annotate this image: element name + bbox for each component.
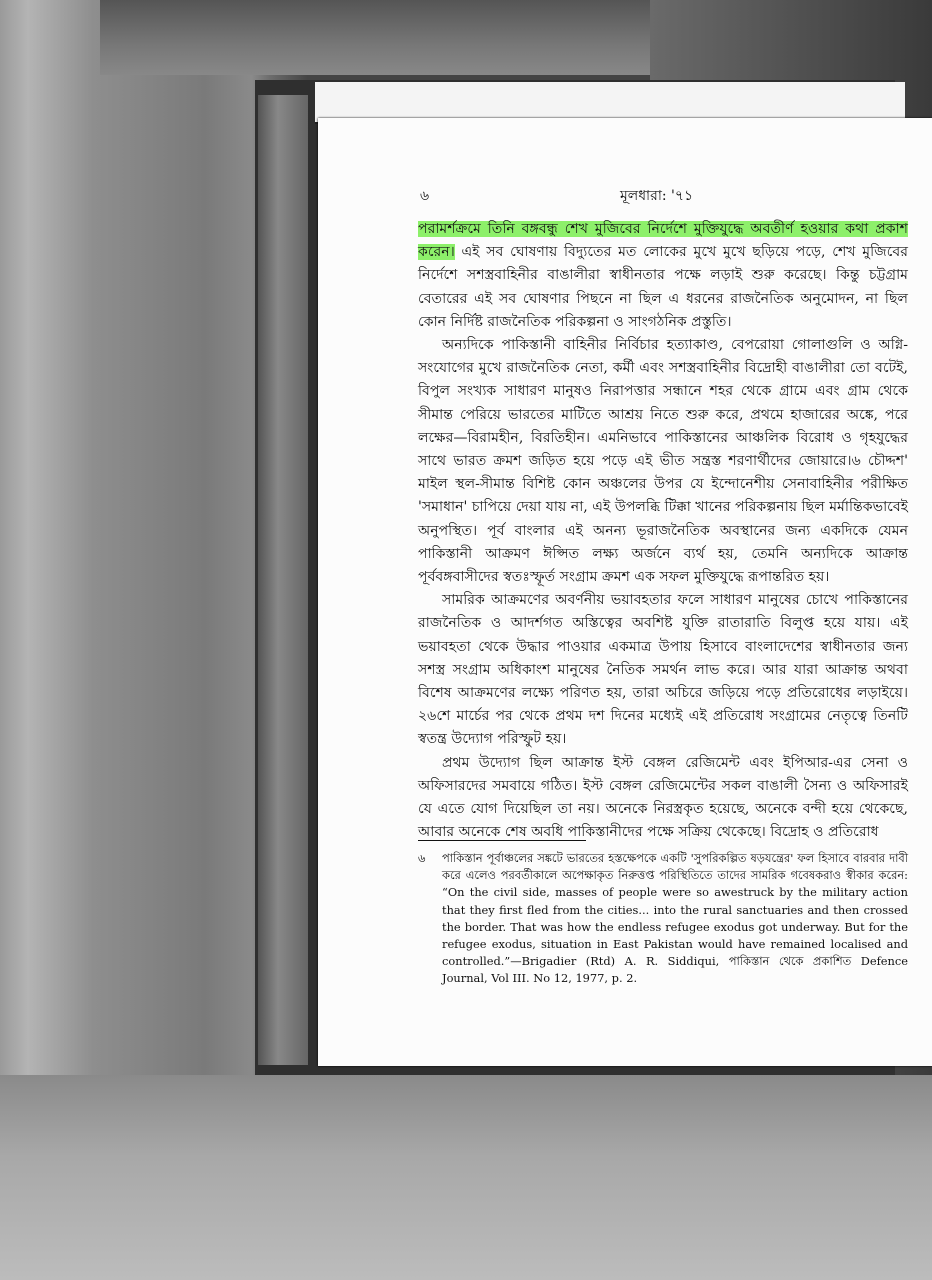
book-spine-edge	[258, 95, 308, 1065]
running-title: মূলধারা: '৭১	[620, 188, 694, 204]
paragraph-3: সামরিক আক্রমণের অবর্ণনীয় ভয়াবহতার ফলে সাধারণ মানুষের চোখে পাকিস্তানের রাজনৈতিক ও আদর্শগত অস্তিত্বের অবশিষ্ট যুক্তি রাতারাতি বিলুপ্ত হয়ে যায়। এই ভয়াবহতা থেকে উদ্ধার পাওয়ার একমাত্র উপায় হিসাবে বাংলাদেশের স্বাধীনতার জন্য সশস্ত্র সংগ্রাম অধিকাংশ মানুষের নৈতিক সমর্থন লাভ করে। আর যারা আক্রান্ত অথবা বিশেষ আক্রমণের লক্ষ্যে পরিণত হয়, তারা অচিরে জড়িয়ে পড়ে প্রতিরোধের লড়াইয়ে। ২৬শে মার্চের পর থেকে প্রথম দশ দিনের মধ্যেই এই প্রতিরোধ সংগ্রামের নেতৃত্বে তিনটি স্বতন্ত্র উদ্যোগ পরিস্ফুট হয়।	[418, 592, 908, 748]
paragraph-1	[418, 218, 908, 334]
footnote-rule	[418, 840, 586, 841]
highlighted-text: পরামর্শক্রমে তিনি বঙ্গবন্ধু শেখ মুজিবের নির্দেশে মুক্তিযুদ্ধে অবতীর্ণ হওয়ার কথা প্রকাশ করেন।	[418, 221, 908, 261]
paragraph-2: অন্যদিকে পাকিস্তানী বাহিনীর নির্বিচার হত্যাকাণ্ড, বেপরোয়া গোলাগুলি ও অগ্নি-সংযোগের মুখে রাজনৈতিক নেতা, কর্মী এবং সশস্ত্রবাহিনীর বিদ্রোহী বাঙালীরা তো বটেই, বিপুল সংখ্যক সাধারণ মানুষও নিরাপত্তার সন্ধানে শহর থেকে গ্রামে এবং গ্রাম থেকে সীমান্ত পেরিয়ে ভারতের মাটিতে আশ্রয় নিতে শুরু করে, প্রথমে হাজারের অঙ্কে, পরে লক্ষের—বিরামহীন, বিরতিহীন। এমনিভাবে পাকিস্তানের আঞ্চলিক বিরোধ ও গৃহযুদ্ধের সাথে ভারত ক্রমশ জড়িত হয়ে পড়ে এই ভীত সন্ত্রস্ত শরণার্থীদের জোয়ারে।৬ চৌদ্দশ' মাইল স্থল-সীমান্ত বিশিষ্ট কোন অঞ্চলের উপর যে ইন্দোনেশীয় সেনাবাহিনীর পরীক্ষিত 'সমাধান' চাপিয়ে দেয়া যায় না, এই উপলব্ধি টিক্কা খানের পরিকল্পনায় ছিল মর্মান্তিকভাবেই অনুপস্থিত। পূর্ব বাংলার এই অনন্য ভূরাজনৈতিক অবস্থানের জন্য একদিকে যেমন পাকিস্তানী আক্রমণ ঈপ্সিত লক্ষ্য অর্জনে ব্যর্থ হয়, তেমনি অন্যদিকে আক্রান্ত পূর্ববঙ্গবাসীদের স্বতঃস্ফূর্ত সংগ্রাম ক্রমশ এক সফল মুক্তিযুদ্ধে রূপান্তরিত হয়।	[418, 337, 908, 586]
book-page	[318, 118, 932, 1066]
scan-bottom-band	[0, 1075, 932, 1280]
footnote-number: ৬	[418, 851, 426, 865]
page-header	[318, 184, 932, 204]
paragraph-4: প্রথম উদ্যোগ ছিল আক্রান্ত ইস্ট বেঙ্গল রেজিমেন্ট এবং ইপিআর-এর সেনা ও অফিসারদের সমবায়ে গঠিত। ইস্ট বেঙ্গল রেজিমেন্টের সকল বাঙালী সৈন্য ও অফিসারই যে এতে যোগ দিয়েছিল তা নয়। অনেকে নিরস্ত্রকৃত হয়েছে, অনেকে বন্দী হয়ে থেকেছে, আবার অনেকে শেষ অবধি পাকিস্তানীদের পক্ষে সক্রিয় থেকেছে। বিদ্রোহ ও প্রতিরোধ	[418, 754, 908, 841]
page-number: ৬	[420, 188, 430, 204]
paragraph-1-rest: এই সব ঘোষণায় বিদ্যুতের মত লোকের মুখে মুখে ছড়িয়ে পড়ে, শেখ মুজিবের নির্দেশে সশস্ত্রবাহিনীর বাঙালীরা স্বাধীনতার পক্ষে লড়াই শুরু করেছে। কিন্তু চট্টগ্রাম বেতারের এই সব ঘোষণার পিছনে না ছিল এ ধরনের রাজনৈতিক অনুমোদন, না ছিল কোন নির্দিষ্ট রাজনৈতিক পরিকল্পনা ও সাংগঠনিক প্রস্তুতি।	[418, 244, 908, 330]
body-text	[418, 218, 908, 844]
footnote	[418, 850, 908, 988]
footnote-text: পাকিস্তান পূর্বাঞ্চলের সঙ্কটে ভারতের হস্তক্ষেপকে একটি 'সুপরিকল্পিত ষড়যন্ত্রের' ফল হিসাবে বারবার দাবী করে এলেও পরবর্তীকালে অপেক্ষাকৃত নিরুত্তপ্ত পরিস্থিতিতে তাদের সামরিক গবেষকরাও স্বীকার করেন: “On the civil side, masses of people were so awestruck by the military action that they first fled from the cities... into the rural sanctuaries and then crossed the border. That was how the endless refugee exodus got underway. But for the refugee exodus, situation in East Pakistan would have remained localised and controlled.”—Brigadier (Rtd) A. R. Siddiqui, পাকিস্তান থেকে প্রকাশিত Defence Journal, Vol III. No 12, 1977, p. 2.	[442, 851, 908, 986]
